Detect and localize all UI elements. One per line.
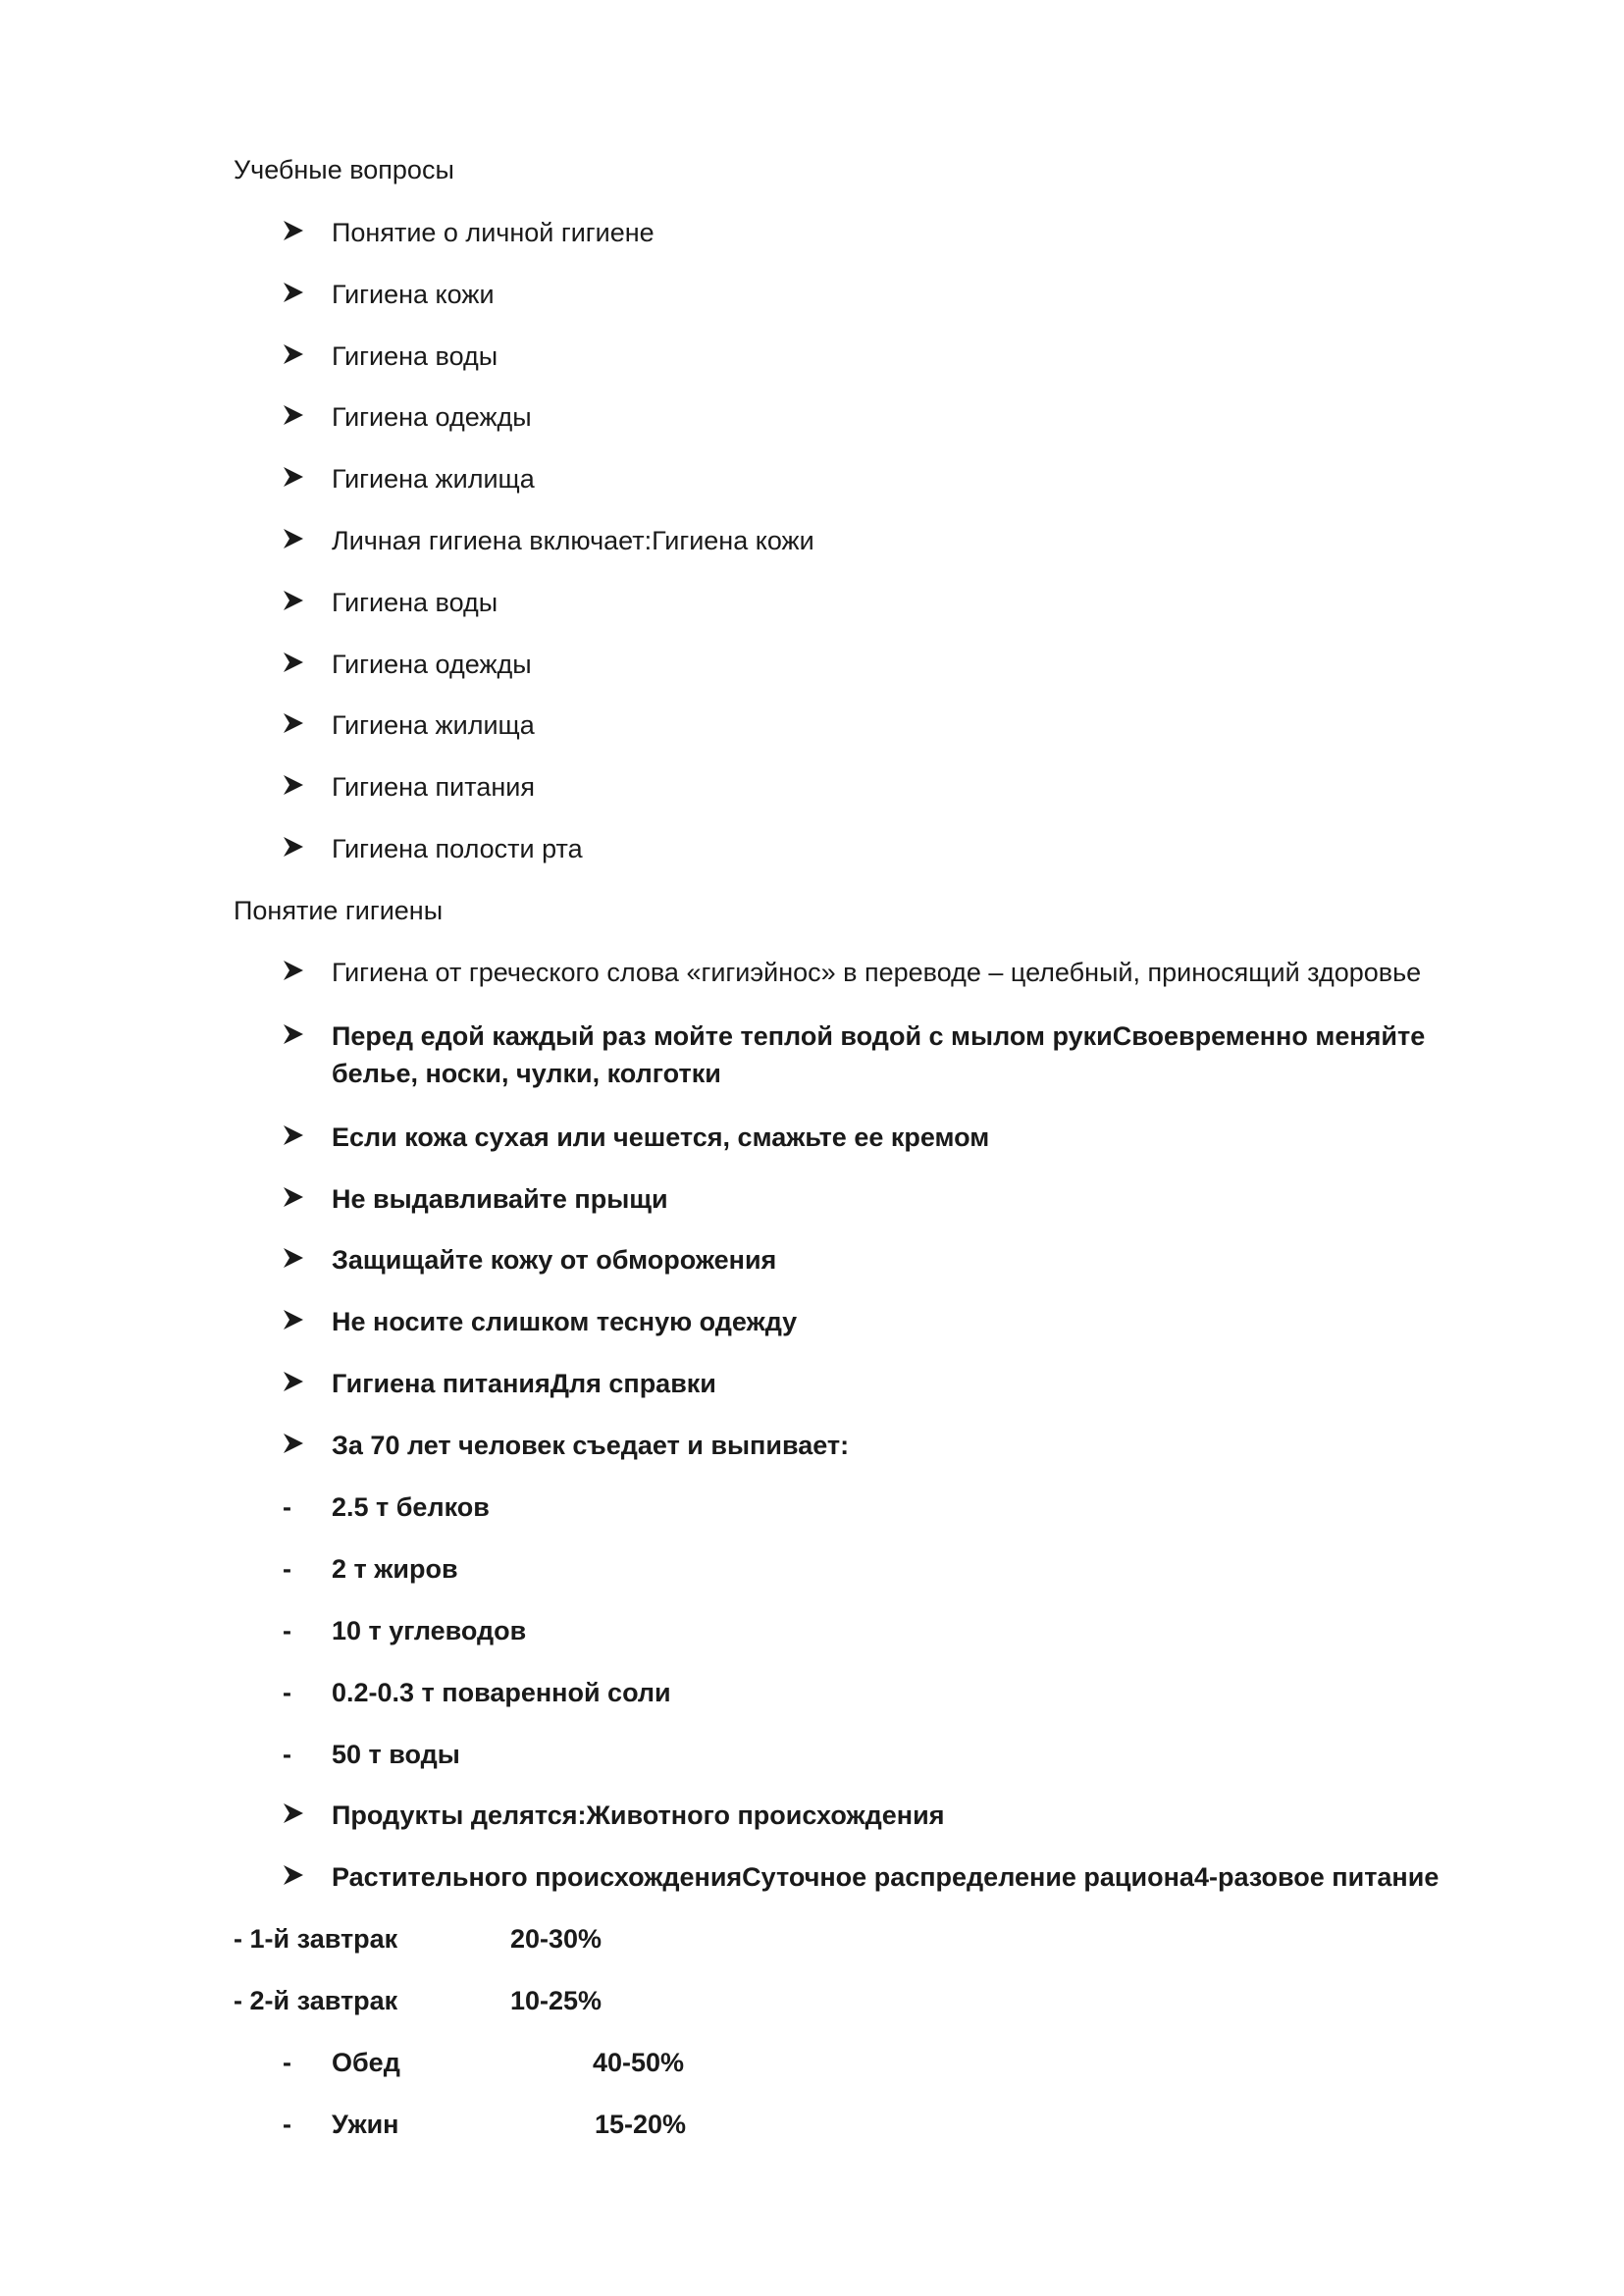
meal-row-breakfast-1 <box>234 1920 602 1957</box>
arrow-bullet-icon <box>283 954 312 991</box>
arrow-bullet-icon <box>283 214 312 251</box>
list-item: Гигиена жилища <box>283 460 1499 497</box>
dash-marker: - <box>283 2110 291 2139</box>
meal-name: Обед <box>332 2048 400 2077</box>
list-item: Гигиена жилища <box>283 706 1499 744</box>
list-item: Гигиена одежды <box>283 646 1499 683</box>
meal-value: 20-30% <box>510 1924 602 1954</box>
meal-row-dinner <box>283 2106 1499 2143</box>
list-item: Личная гигиена включает:Гигиена кожи <box>283 522 1499 559</box>
consumption-item: - 2.5 т белков <box>283 1488 1499 1526</box>
meal-name: 2-й завтрак <box>249 1986 398 2015</box>
meal-marker: - <box>234 1986 242 2015</box>
rule-item: Не носите слишком тесную одежду <box>283 1303 1499 1340</box>
arrow-bullet-icon <box>283 1303 312 1340</box>
arrow-bullet-icon <box>283 1018 312 1055</box>
heading-study-questions: Учебные вопросы <box>234 155 454 184</box>
arrow-bullet-icon <box>283 768 312 806</box>
meal-row-breakfast-2 <box>234 1982 602 2019</box>
list-item: Гигиена одежды <box>283 398 1499 436</box>
list-item: Понятие о личной гигиене <box>283 214 1499 251</box>
rule-item: Гигиена питанияДля справки <box>283 1365 1499 1402</box>
arrow-bullet-icon <box>283 460 312 497</box>
consumption-item: - 50 т воды <box>283 1736 1499 1773</box>
products-item: Растительного происхожденияСуточное распределение рациона4-разовое питание <box>283 1858 1499 1896</box>
products-item: Продукты делятся:Животного происхождения <box>283 1797 1499 1834</box>
consumption-item: - 2 т жиров <box>283 1550 1499 1588</box>
rule-item: Перед едой каждый раз мойте теплой водой с мылом рукиСвоевременно меняйте белье, носки, чулки, колготки <box>283 1018 1460 1092</box>
arrow-bullet-icon <box>283 830 312 867</box>
arrow-bullet-icon <box>283 276 312 313</box>
dash-marker: - <box>283 1616 291 1645</box>
arrow-bullet-icon <box>283 522 312 559</box>
consumption-item: - 10 т углеводов <box>283 1612 1499 1649</box>
arrow-bullet-icon <box>283 1119 312 1156</box>
dash-marker: - <box>283 1678 291 1707</box>
dash-marker: - <box>283 1554 291 1584</box>
meal-marker: - <box>234 1924 242 1954</box>
arrow-bullet-icon <box>283 646 312 683</box>
arrow-bullet-icon <box>283 1858 312 1896</box>
rule-item: Не выдавливайте прыщи <box>283 1180 1499 1218</box>
list-item: Гигиена кожи <box>283 276 1499 313</box>
dash-marker: - <box>283 1492 291 1522</box>
list-item: Гигиена воды <box>283 584 1499 621</box>
arrow-bullet-icon <box>283 1427 312 1464</box>
dash-marker: - <box>283 1740 291 1769</box>
arrow-bullet-icon <box>283 1365 312 1402</box>
dash-marker: - <box>283 2048 291 2077</box>
arrow-bullet-icon <box>283 1241 312 1278</box>
meal-row-lunch <box>283 2044 1499 2081</box>
arrow-bullet-icon <box>283 338 312 375</box>
meal-name: Ужин <box>332 2110 399 2139</box>
arrow-bullet-icon <box>283 706 312 744</box>
arrow-bullet-icon <box>283 398 312 436</box>
rule-item: Если кожа сухая или чешется, смажьте ее кремом <box>283 1119 1499 1156</box>
definition-item: Гигиена от греческого слова «гигиэйнос» в переводе – целебный, приносящий здоровье <box>283 954 1499 991</box>
meal-name: 1-й завтрак <box>249 1924 398 1954</box>
rule-item: Защищайте кожу от обморожения <box>283 1241 1499 1278</box>
list-item: Гигиена питания <box>283 768 1499 806</box>
rule-item: За 70 лет человек съедает и выпивает: <box>283 1427 1499 1464</box>
arrow-bullet-icon <box>283 1180 312 1218</box>
meal-value: 10-25% <box>510 1986 602 2015</box>
arrow-bullet-icon <box>283 584 312 621</box>
heading-hygiene-concept: Понятие гигиены <box>234 896 444 925</box>
meal-value: 15-20% <box>595 2110 687 2139</box>
arrow-bullet-icon <box>283 1797 312 1834</box>
list-item: Гигиена воды <box>283 338 1499 375</box>
list-item: Гигиена полости рта <box>283 830 1499 867</box>
meal-value: 40-50% <box>593 2048 685 2077</box>
consumption-item: - 0.2-0.3 т поваренной соли <box>283 1674 1499 1711</box>
